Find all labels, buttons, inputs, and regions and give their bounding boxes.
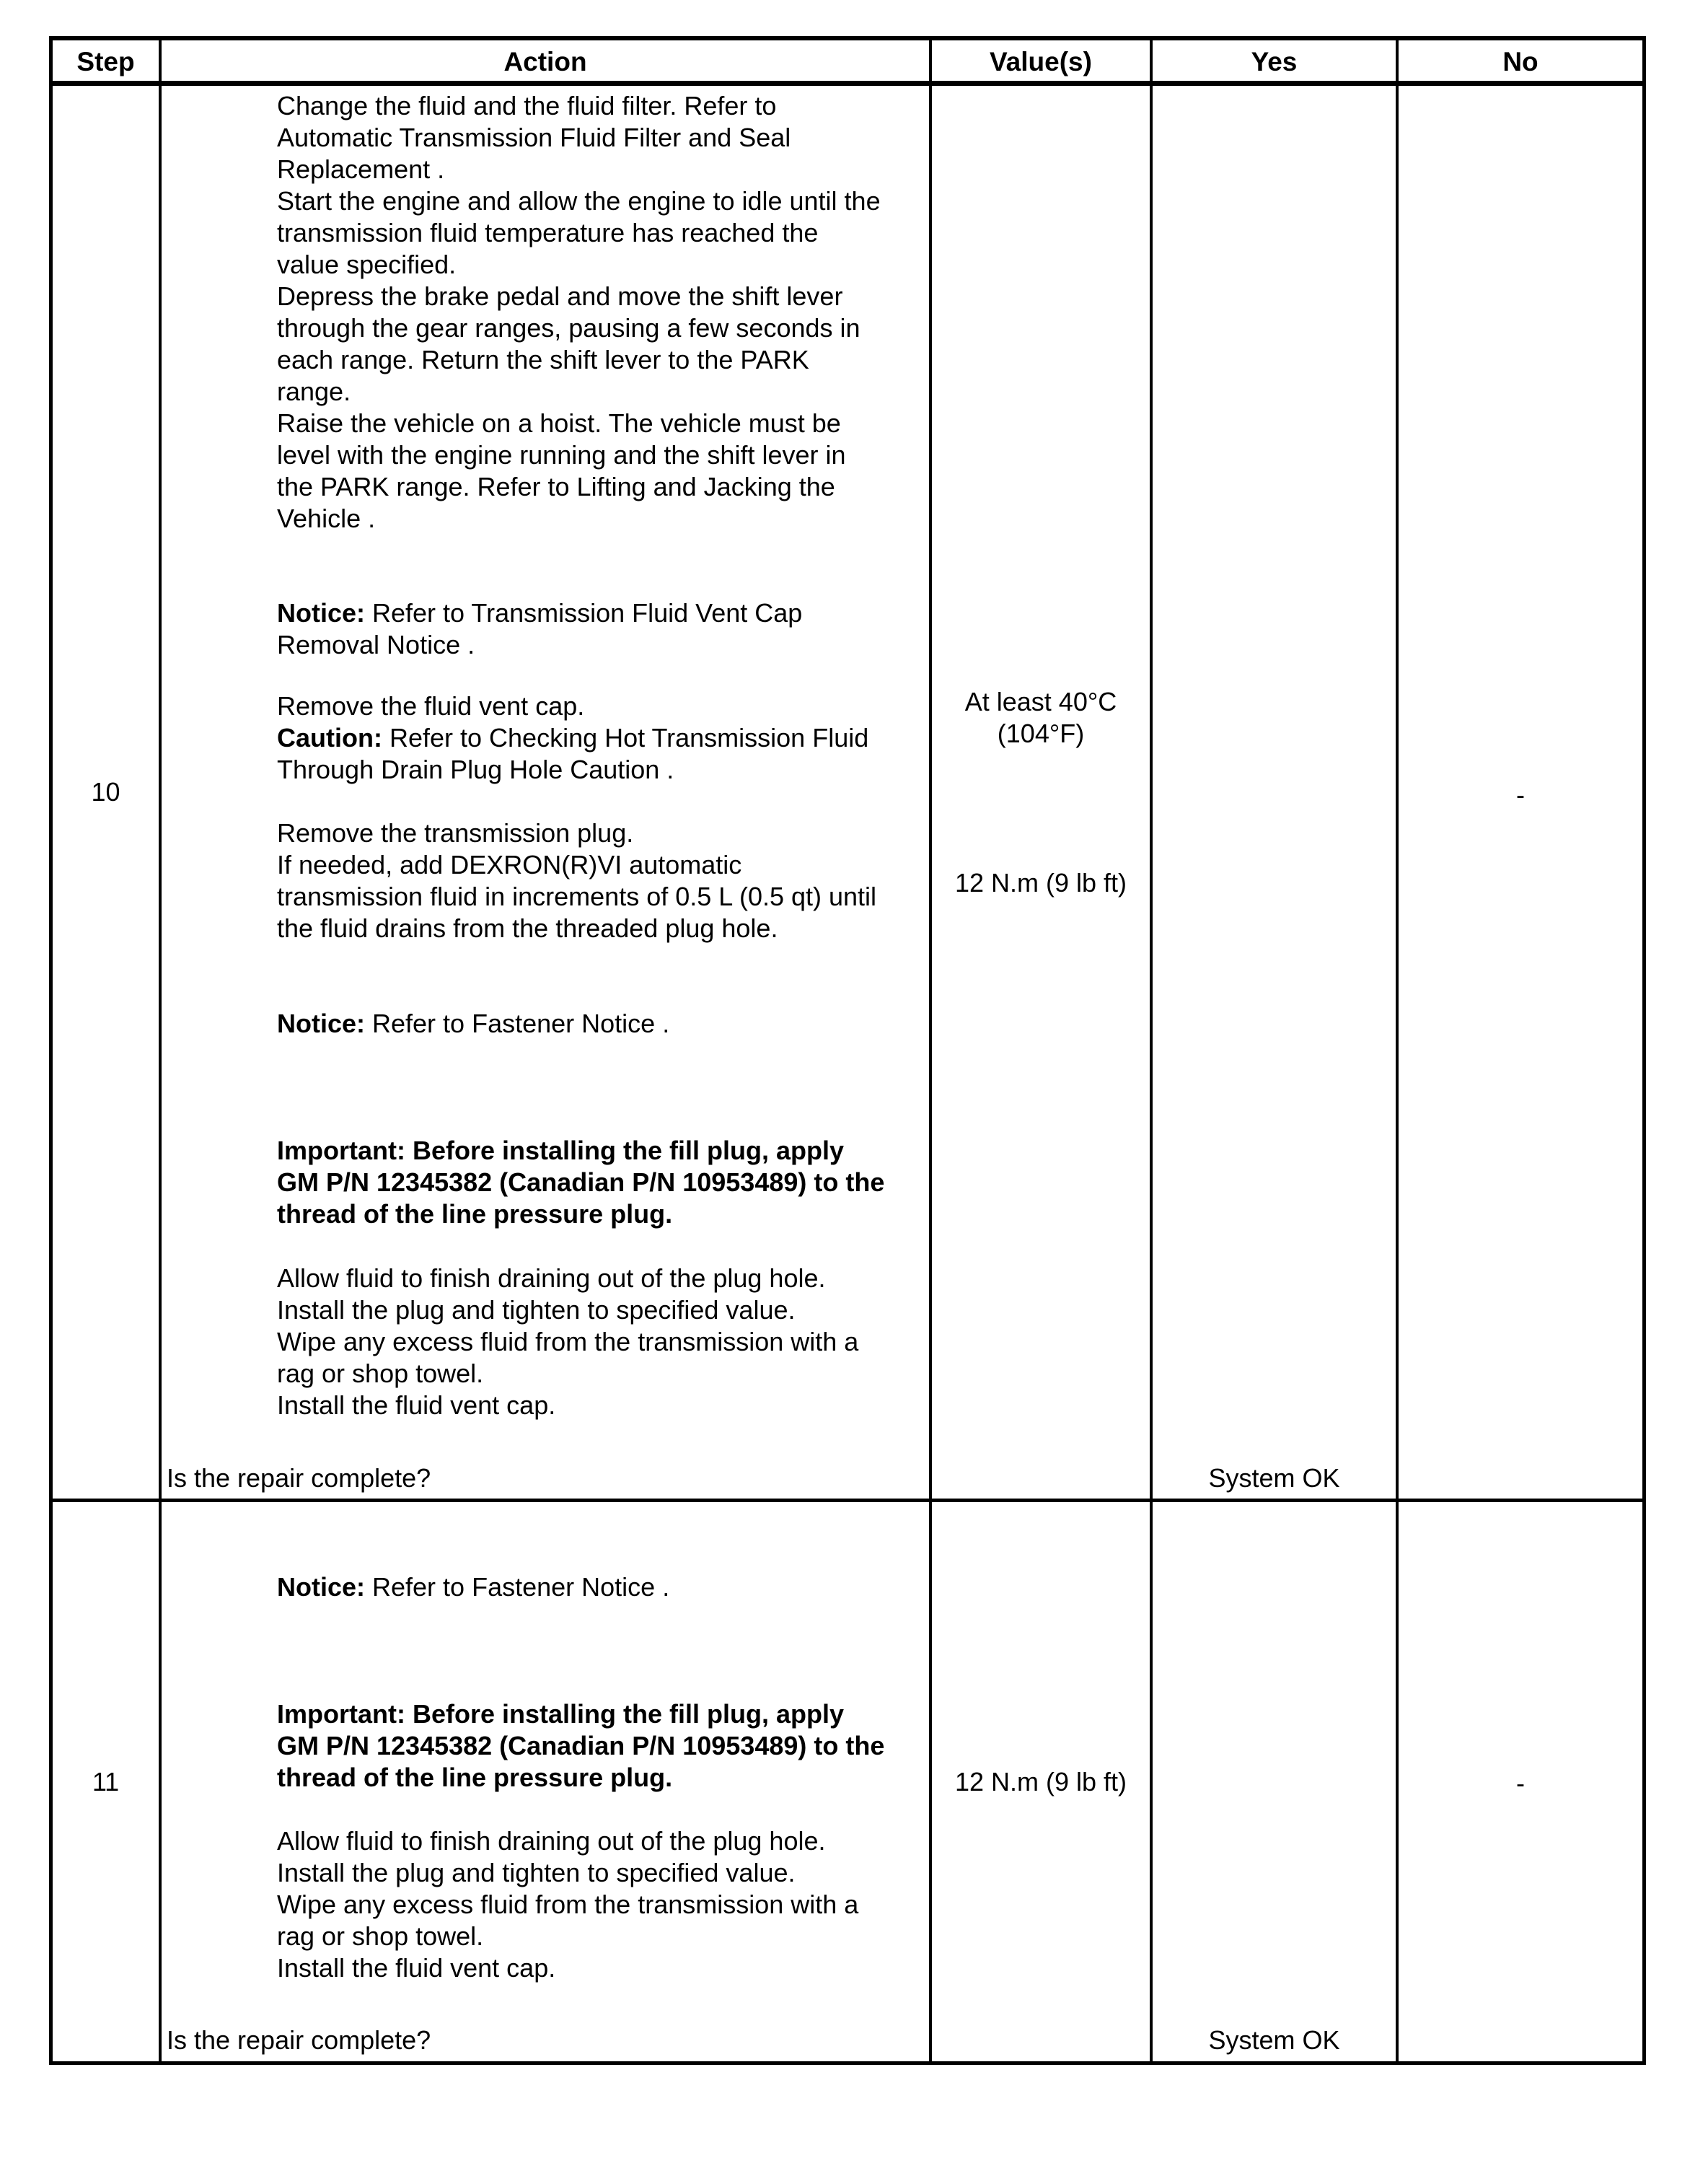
value-torque: 12 N.m (9 lb ft) [954, 868, 1127, 898]
repair-question: Is the repair complete? [167, 2025, 431, 2055]
important-note: Important: Before installing the fill plug, apply GM P/N 12345382 (Canadian P/N 10953489) to the thread of the line pressure plug. [277, 1699, 885, 1792]
table-border-left [49, 36, 53, 2065]
notice-text: Refer to Fastener Notice . [365, 1572, 670, 1602]
column-divider [1150, 36, 1153, 2065]
column-divider [159, 36, 162, 2065]
caution-text: Refer to Checking Hot Transmission Fluid Through Drain Plug Hole Caution . [277, 723, 869, 784]
notice-text: Refer to Transmission Fluid Vent Cap Removal Notice . [277, 598, 803, 659]
value-torque: 12 N.m (9 lb ft) [954, 1767, 1127, 1796]
repair-question: Is the repair complete? [167, 1463, 431, 1493]
header-values: Value(s) [990, 47, 1092, 76]
row-divider [49, 1499, 1646, 1502]
remove-plug-instructions: Remove the transmission plug. If needed, add DEXRON(R)VI automatic transmission fluid in increments of 0.5 L (0.5 qt) until the fluid drains from the threaded plug hole. [277, 818, 877, 943]
table-border-right [1642, 36, 1646, 2065]
header-no: No [1502, 47, 1538, 76]
step-number: 10 [91, 777, 120, 807]
important-note: Important: Before installing the fill plug, apply GM P/N 12345382 (Canadian P/N 10953489) to the thread of the line pressure plug. [277, 1136, 885, 1229]
remove-vent-cap: Remove the fluid vent cap. [277, 691, 585, 721]
notice-label: Notice: [277, 1009, 366, 1038]
finish-instructions: Allow fluid to finish draining out of the plug hole. Install the plug and tighten to specified value. Wipe any excess fluid from the transmission with a rag or shop towel. Install the fluid vent cap. [277, 1826, 859, 1983]
table-border-top [49, 36, 1646, 40]
column-divider [1396, 36, 1399, 2065]
finish-instructions: Allow fluid to finish draining out of the plug hole. Install the plug and tighten to specified value. Wipe any excess fluid from the transmission with a rag or shop towel. Install the fluid vent cap. [277, 1263, 859, 1420]
table-border-bottom [49, 2061, 1646, 2065]
header-step: Step [76, 47, 135, 76]
header-action: Action [503, 47, 587, 76]
notice-label: Notice: [277, 1572, 366, 1602]
action-instructions: Change the fluid and the fluid filter. Refer to Automatic Transmission Fluid Filter and Seal Replacement . Start the engine and allow the engine to idle until the transmission fluid temperature has reached the value specified. Depress the brake pedal and move the shift lever through the gear ranges, pausing a few seconds in each range. Return the shift lever to the PARK range. Raise the vehicle on a hoist. The vehicle must be level with the engine running and the shift lever in the PARK range. Refer to Lifting and Jacking the Vehicle . [277, 91, 881, 533]
caution-label: Caution: [277, 723, 382, 753]
notice-text: Refer to Fastener Notice . [365, 1009, 670, 1038]
caution-hot-fluid [277, 722, 926, 786]
no-result: - [1516, 1768, 1525, 1798]
notice-fastener [277, 1571, 926, 1603]
step-number: 11 [92, 1767, 120, 1796]
notice-fastener [277, 1008, 926, 1040]
yes-result: System OK [1208, 2025, 1340, 2055]
notice-vent-cap [277, 597, 926, 661]
notice-label: Notice: [277, 598, 366, 628]
yes-result: System OK [1208, 1463, 1340, 1493]
header-yes: Yes [1251, 47, 1298, 76]
no-result: - [1516, 780, 1525, 810]
value-temperature: At least 40°C (104°F) [964, 687, 1117, 748]
column-divider [929, 36, 932, 2065]
